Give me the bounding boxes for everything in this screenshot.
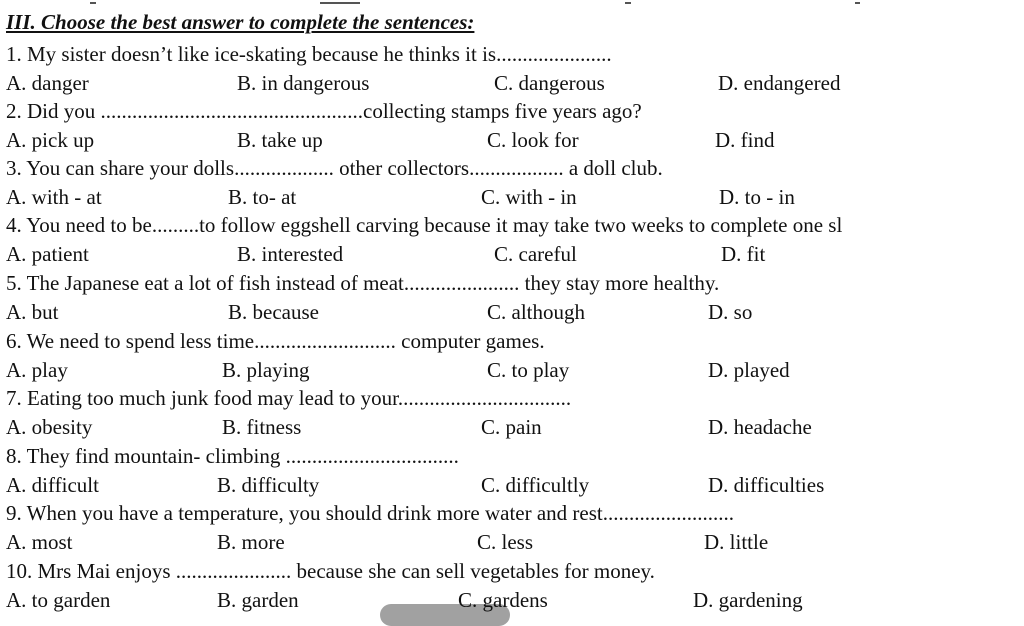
option-b[interactable]: B. garden xyxy=(217,588,299,612)
section-heading: III. Choose the best answer to complete the sentences: xyxy=(6,10,475,34)
option-d[interactable]: D. played xyxy=(708,358,790,382)
option-a[interactable]: A. difficult xyxy=(6,473,99,497)
option-b[interactable]: B. fitness xyxy=(222,415,302,439)
question-text: 4. You need to be.........to follow eggshell carving because it may take two weeks to complete one sl xyxy=(6,213,843,237)
option-c[interactable]: C. less xyxy=(477,530,534,554)
question-text: 7. Eating too much junk food may lead to your................................. xyxy=(6,386,572,410)
option-a[interactable]: A. but xyxy=(6,300,59,324)
option-b[interactable]: B. in dangerous xyxy=(237,71,370,95)
option-d[interactable]: D. little xyxy=(704,530,769,554)
option-d[interactable]: D. endangered xyxy=(718,71,841,95)
option-d[interactable]: D. to - in xyxy=(719,185,795,209)
option-b[interactable]: B. to- at xyxy=(228,185,297,209)
option-a[interactable]: A. patient xyxy=(6,242,89,266)
option-c[interactable]: C. dangerous xyxy=(494,71,605,95)
option-b[interactable]: B. more xyxy=(217,530,285,554)
option-d[interactable]: D. gardening xyxy=(693,588,803,612)
option-b[interactable]: B. take up xyxy=(237,128,323,152)
question-text: 6. We need to spend less time........................... computer games. xyxy=(6,329,545,353)
question-text: 2. Did you ..................................................collecting stamps five years ago? xyxy=(6,99,642,123)
option-a[interactable]: A. with - at xyxy=(6,185,102,209)
option-a[interactable]: A. to garden xyxy=(6,588,111,612)
option-c[interactable]: C. difficultly xyxy=(481,473,590,497)
question-text: 1. My sister doesn’t like ice-skating because he thinks it is...................... xyxy=(6,42,612,66)
option-d[interactable]: D. headache xyxy=(708,415,812,439)
top-edge-marks xyxy=(0,0,1024,8)
question-text: 9. When you have a temperature, you should drink more water and rest......................... xyxy=(6,501,735,525)
question-text: 10. Mrs Mai enjoys ...................... because she can sell vegetables for money. xyxy=(6,559,655,583)
option-c[interactable]: C. pain xyxy=(481,415,542,439)
option-a[interactable]: A. most xyxy=(6,530,73,554)
option-c[interactable]: C. careful xyxy=(494,242,577,266)
option-d[interactable]: D. find xyxy=(715,128,775,152)
option-c[interactable]: C. to play xyxy=(487,358,570,382)
question-text: 8. They find mountain- climbing ................................. xyxy=(6,444,459,468)
option-b[interactable]: B. because xyxy=(228,300,319,324)
option-b[interactable]: B. interested xyxy=(237,242,344,266)
option-a[interactable]: A. obesity xyxy=(6,415,93,439)
option-c[interactable]: C. gardens xyxy=(458,588,548,612)
option-d[interactable]: D. difficulties xyxy=(708,473,825,497)
question-text: 5. The Japanese eat a lot of fish instead of meat...................... they stay more healthy. xyxy=(6,271,720,295)
option-c[interactable]: C. look for xyxy=(487,128,579,152)
option-c[interactable]: C. although xyxy=(487,300,585,324)
option-d[interactable]: D. so xyxy=(708,300,753,324)
option-c[interactable]: C. with - in xyxy=(481,185,577,209)
option-b[interactable]: B. playing xyxy=(222,358,310,382)
option-a[interactable]: A. pick up xyxy=(6,128,95,152)
option-b[interactable]: B. difficulty xyxy=(217,473,320,497)
option-a[interactable]: A. play xyxy=(6,358,68,382)
question-text: 3. You can share your dolls................... other collectors.................. a doll club. xyxy=(6,156,663,180)
option-d[interactable]: D. fit xyxy=(721,242,766,266)
option-a[interactable]: A. danger xyxy=(6,71,89,95)
